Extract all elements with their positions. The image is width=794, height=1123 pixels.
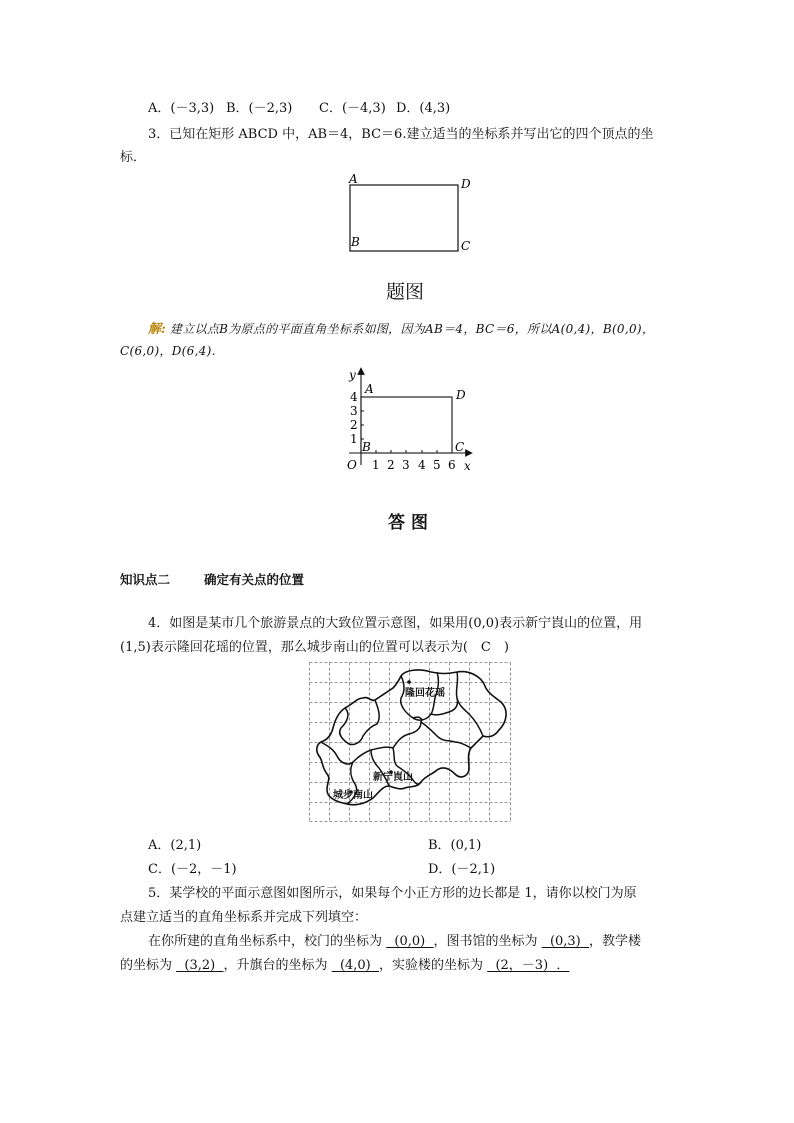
coordinate-figure: [335, 365, 480, 480]
q3-text-line2: 标．: [120, 150, 147, 165]
rectangle-on-axes: [361, 397, 452, 453]
x-tick-3: 3: [402, 458, 410, 472]
q5-final-period: ．: [556, 958, 570, 973]
q5-text-segment: 在你所建的直角坐标系中，校门的坐标为: [148, 934, 383, 949]
q3-solution-line1: [148, 318, 654, 337]
answer-library-value: (0,3): [549, 934, 581, 949]
q5-text-segment: ，实验楼的坐标为: [379, 958, 484, 973]
rectangle-figure: [340, 170, 480, 260]
y-axis-label: y: [349, 368, 356, 382]
point-label-d: D: [456, 388, 466, 402]
q2-option-d: D．(4,3): [396, 101, 451, 116]
rectangle-abcd: [350, 185, 458, 251]
q2-option-c: C．(－4,3): [319, 101, 386, 116]
point-label-b: B: [362, 440, 371, 454]
map-label-xinning: 新宁崀山: [373, 772, 413, 783]
q4-text-line2: (1,5)表示隆回花瑶的位置，那么城步南山的位置可以表示为( C ): [120, 640, 509, 655]
answer-flag-platform-value: (4,0): [339, 958, 371, 973]
answer-gate: [386, 934, 433, 949]
x-tick-5: 5: [433, 458, 441, 472]
point-label-c: C: [455, 440, 465, 454]
y-tick-2: 2: [350, 418, 358, 432]
q5-text-line4: [120, 954, 569, 973]
rect-label-c: C: [461, 239, 471, 253]
q2-option-b: B．(－2,3): [226, 101, 293, 116]
map-label-chengbu: 城步南山: [333, 790, 373, 801]
x-tick-2: 2: [387, 458, 395, 472]
q5-text-segment: ，教学楼: [589, 934, 642, 949]
q4-option-d: D．(－2,1): [428, 862, 496, 877]
map-label-longhui: 隆回花瑶: [405, 688, 445, 699]
x-tick-1: 1: [372, 458, 380, 472]
q5-text-line3: [148, 930, 641, 949]
rect-label-a: A: [349, 172, 358, 186]
q3-text-line1: 3．已知在矩形 ABCD 中，AB＝4，BC＝6.建立适当的坐标系并写出它的四个顶点的坐: [148, 127, 654, 142]
solution-text: 建立以点B为原点的平面直角坐标系如图，因为AB＝4，BC＝6，所以A(0,4)，B(0,0)，: [165, 322, 655, 336]
figure-caption-question: 题图: [386, 281, 425, 303]
tourist-map: [309, 662, 511, 822]
answer-library: [542, 934, 589, 949]
q4-option-a: A．(2,1): [148, 838, 202, 853]
q5-text-line1: 5．某学校的平面示意图如图所示，如果每个小正方形的边长都是 1，请你以校门为原: [148, 886, 637, 901]
x-tick-4: 4: [418, 458, 426, 472]
point-label-a: A: [365, 382, 374, 396]
x-tick-6: 6: [448, 458, 456, 472]
q4-option-c: C．(－2，－1): [148, 862, 237, 877]
rect-label-b: B: [351, 235, 360, 249]
q4-option-b: B．(0,1): [428, 838, 482, 853]
answer-teaching-building-value: (3,2): [184, 958, 216, 973]
q5-text-segment: 的坐标为: [120, 958, 173, 973]
figure-caption-answer: 答图: [388, 513, 434, 533]
q5-text-segment: ，图书馆的坐标为: [433, 934, 538, 949]
answer-flag-platform: [332, 958, 379, 973]
solution-label: 解:: [148, 322, 166, 337]
x-axis-label: x: [464, 459, 471, 473]
q5-text-segment: ，升旗台的坐标为: [223, 958, 328, 973]
answer-lab-building: [487, 958, 556, 973]
section-title: 确定有关点的位置: [204, 572, 305, 587]
answer-lab-building-value: (2，－3): [495, 958, 549, 973]
y-tick-3: 3: [350, 404, 358, 418]
q4-text-line1: 4．如图是某市几个旅游景点的大致位置示意图，如果用(0,0)表示新宁崀山的位置，用: [148, 616, 643, 631]
section-label: 知识点二: [120, 572, 171, 587]
rect-label-d: D: [461, 177, 471, 191]
answer-gate-value: (0,0): [394, 934, 426, 949]
y-tick-1: 1: [350, 432, 358, 446]
origin-label: O: [347, 458, 357, 472]
q5-text-line2: 点建立适当的直角坐标系并完成下列填空：: [120, 910, 368, 925]
q2-option-a: A．(－3,3): [148, 101, 215, 116]
q3-solution-line2: C(6,0)，D(6,4).: [120, 344, 216, 358]
longhui-marker: [407, 680, 411, 684]
y-tick-4: 4: [350, 390, 358, 404]
answer-teaching-building: [176, 958, 223, 973]
